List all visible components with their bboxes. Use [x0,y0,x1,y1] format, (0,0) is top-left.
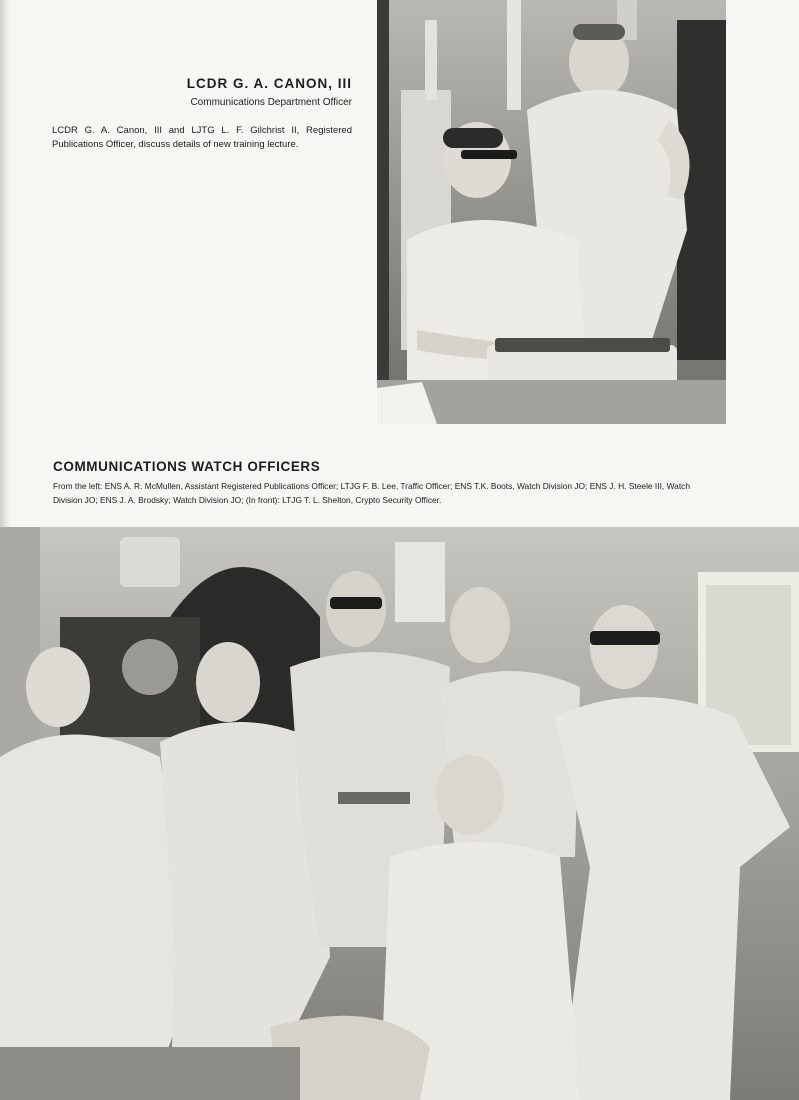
section-heading: COMMUNICATIONS WATCH OFFICERS [53,459,321,474]
top-photo [377,0,726,424]
officer-title: LCDR G. A. CANON, III [186,76,352,91]
group-caption: From the left: ENS A. R. McMullen, Assistant Registered Publications Officer; LTJG F. B. Lee, Traffic Officer; ENS T.K. Boots, Watch Division JO; ENS J. H. Steele III, Watch Division JO; ENS J. A. Brodsky; Watch Division JO; (In front): LTJG T. L. Shelton, Crypto Security Officer. [53,481,690,505]
officer-header [0,0,370,200]
top-photo-illustration [377,0,726,424]
officer-caption: LCDR G. A. Canon, III and LJTG L. F. Gilchrist II, Registered Publications Officer, discuss details of new training lecture. [52,125,352,150]
officer-subtitle: Communications Department Officer [190,97,352,108]
bottom-photo [0,527,799,1100]
bottom-photo-illustration [0,527,799,1100]
